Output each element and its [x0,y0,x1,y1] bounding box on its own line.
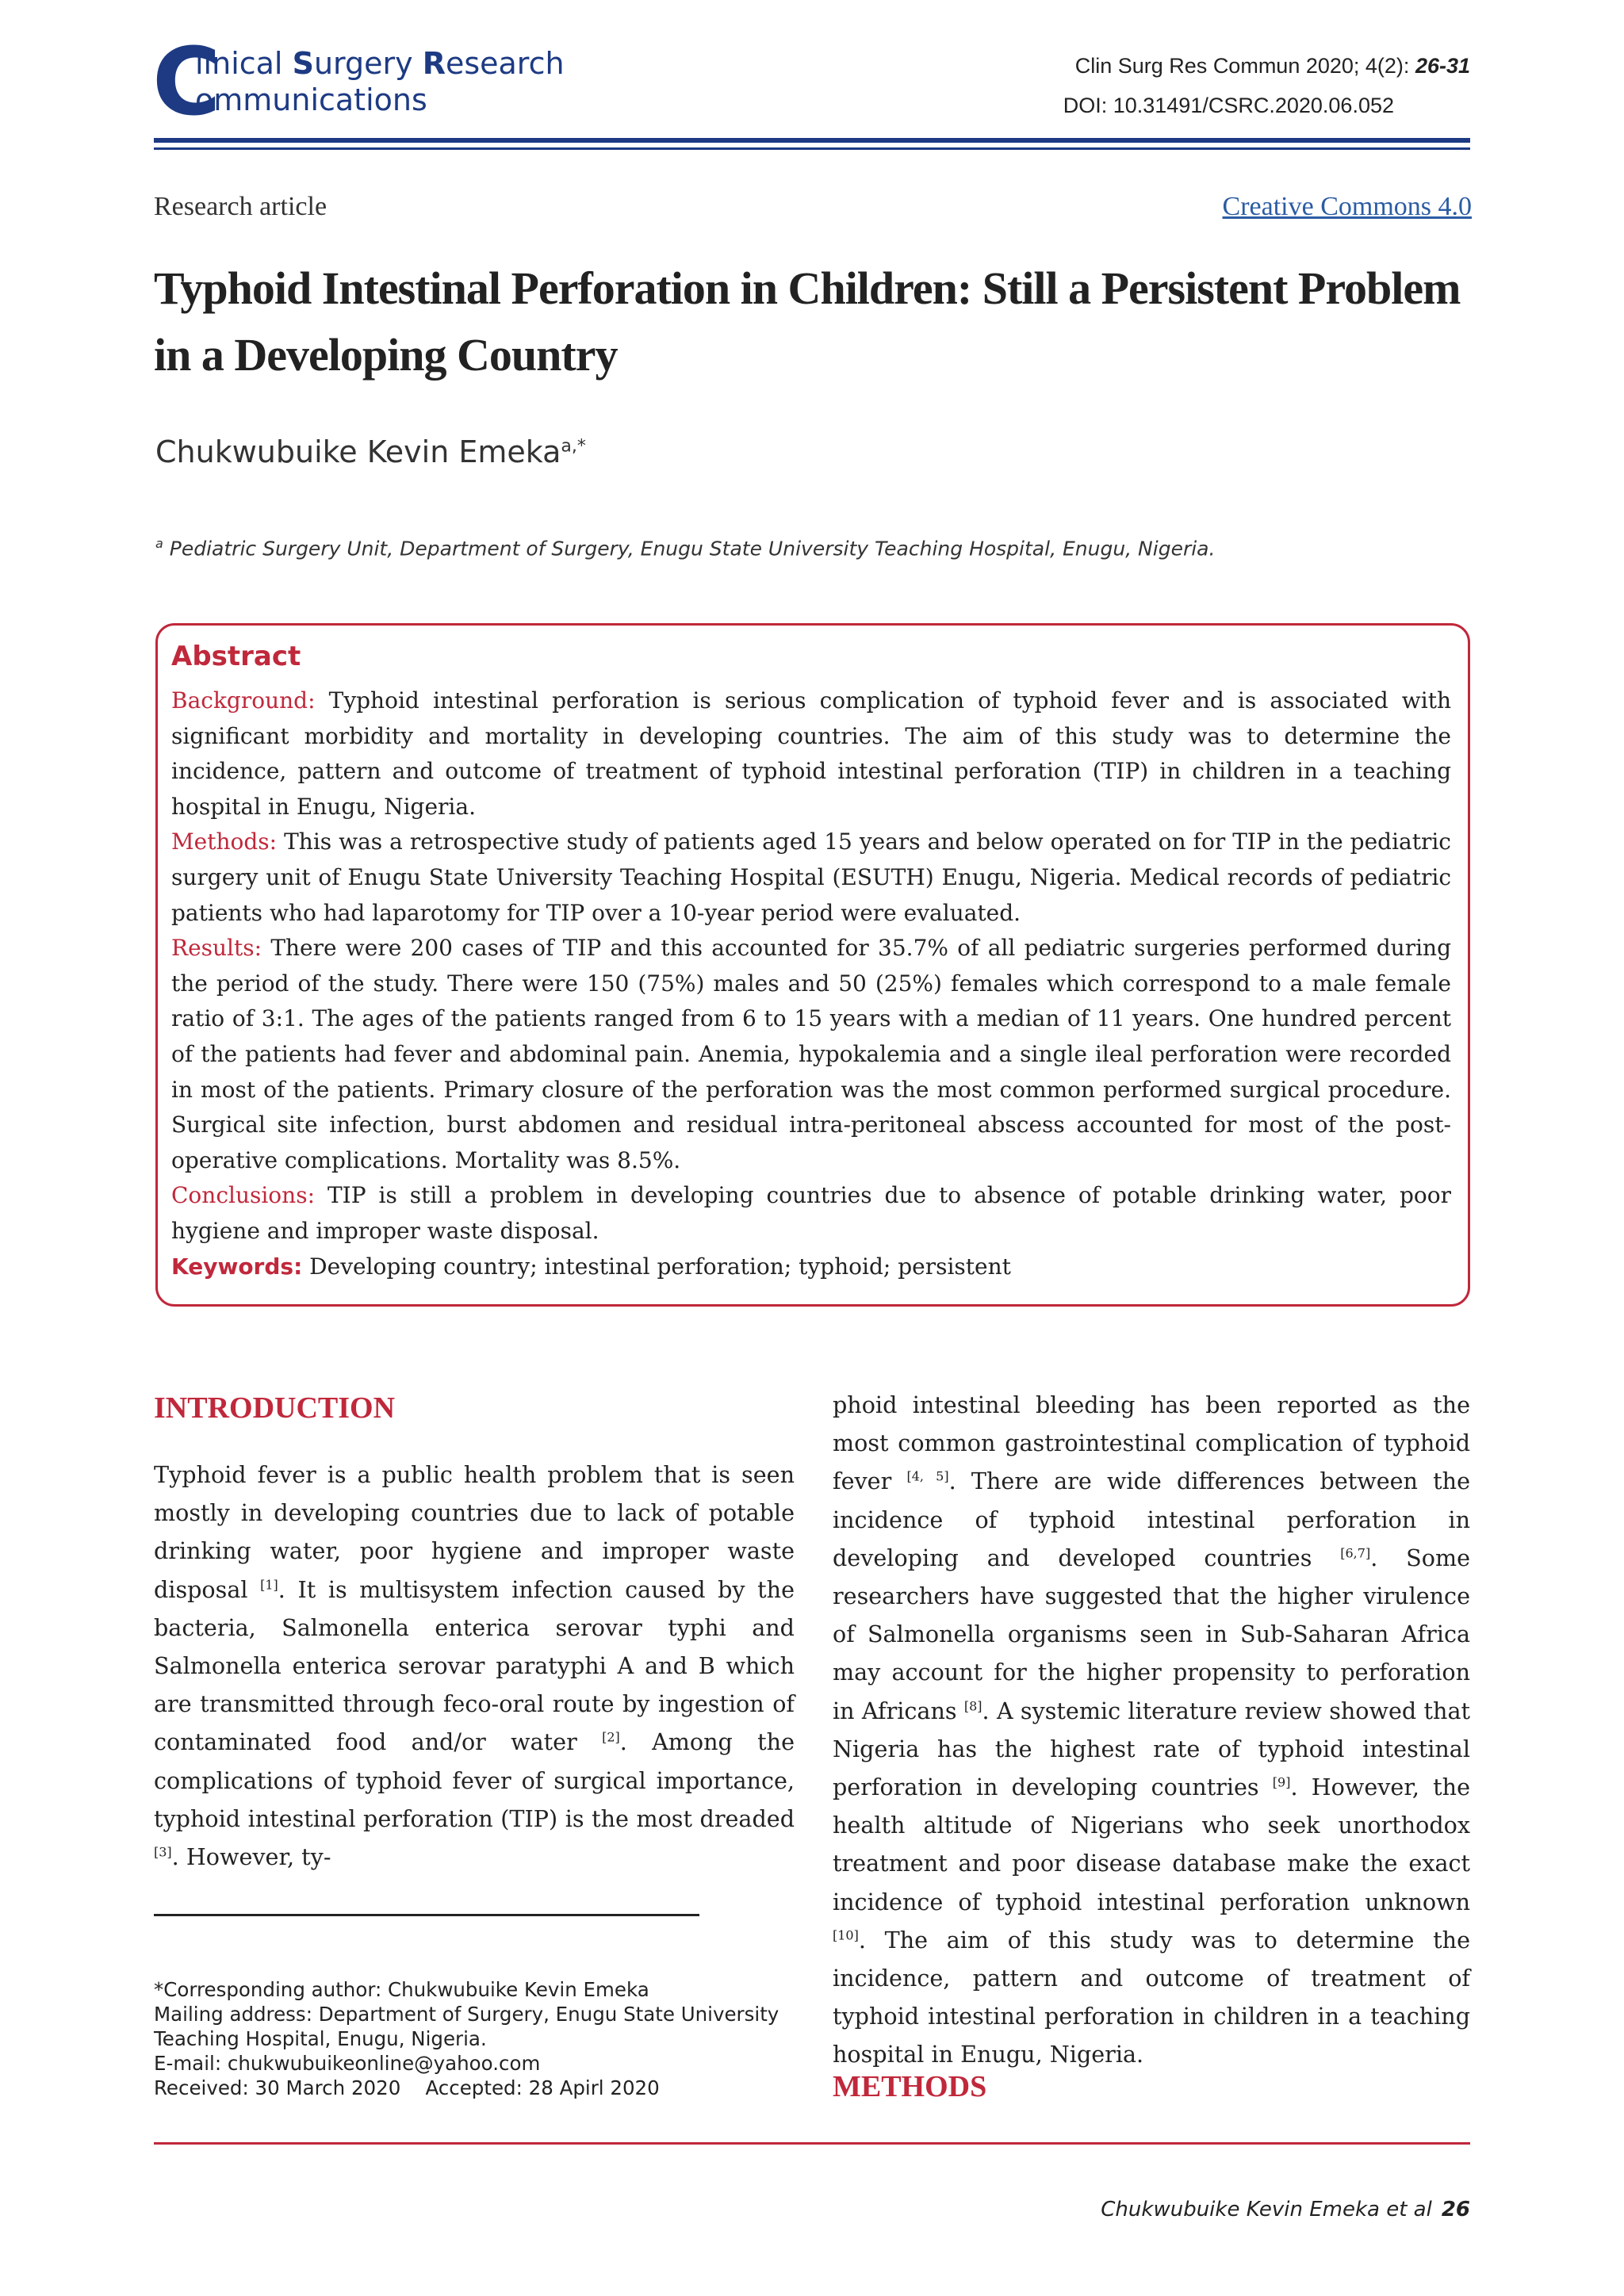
abstract-keywords: Keywords: Developing country; intestinal perforation; typhoid; persistent [171,1253,1011,1280]
introduction-right-text: phoid intestinal bleeding has been reported as the most common gastrointestinal complication of typhoid fever [4, 5]. There are wide differences between the incidence of typhoid intestinal perforation in developing and developed countries [6,7]. Some researchers have suggested that the higher virulence of Salmonella organisms seen in Sub-Saharan Africa may account for the higher propensity to perforation in Africans [8]. A systemic literature review showed that Nigeria has the highest rate of typhoid intestinal perforation in developing countries [9]. However, the health altitude of Nigerians who seek unorthodox treatment and poor disease database make the exact incidence of typhoid intestinal perforation unknown [10]. The aim of this study was to determine the incidence, pattern and outcome of treatment of typhoid intestinal perforation in children in a teaching hospital in Enugu, Nigeria. [833,1391,1471,2068]
methods-heading: METHODS [833,2070,987,2103]
abstract-background: Background: Typhoid intestinal perforation is serious complication of typhoid fever and is associated with significant morbidity and mortality in developing countries. The aim of this study was to determine the incidence, pattern and outcome of treatment of typhoid intestinal perforation (TIP) in children in a teaching hospital in Enugu, Nigeria. [171,687,1451,820]
logo-line-2: ommunications [195,82,427,117]
introduction-heading: INTRODUCTION [154,1391,396,1425]
logo-initial: C [152,27,221,136]
footer-rule [154,2142,1470,2145]
article-title: Typhoid Intestinal Perforation in Children: Still a Persistent Problem in a Developing Country [154,262,1461,381]
article-type: Research article [154,192,327,221]
abstract-heading: Abstract [171,641,301,672]
journal-logo [152,27,596,136]
logo-line-1: linical Surgery Research [195,46,565,81]
journal-citation: Clin Surg Res Commun 2020; 4(2): 26-31 [1074,54,1470,78]
page-range: 26-31 [1415,54,1470,78]
corresponding-author-note: *Corresponding author: Chukwubuike Kevin Emeka Mailing address: Department of Surgery, Enugu State University Teaching Hospital, Enugu, Nigeria. E-mail: chukwubuikeonline@yahoo.com Received: 30 March 2020 Accepted: 28 Apirl 2020 [154,1978,779,2099]
page-number: 26 [1441,2198,1470,2221]
affiliation: $^a$ Pediatric Surgery Unit, Department of Surgery, Enugu State University Teaching Hospital, Enugu, Nigeria. [155,536,1216,561]
abstract-body [171,683,1451,1284]
header-rule-thin [154,147,1470,150]
introduction-left-text: Typhoid fever is a public health problem that is seen mostly in developing countries due to lack of potable drinking water, poor hygiene and improper waste disposal [1]. It is multisystem infection caused by the bacteria, Salmonella enterica serovar typhi and Salmonella enterica serovar paratyphi A and B which are transmitted through feco-oral route by ingestion of contaminated food and/or water [2]. Among the complications of typhoid fever of surgical importance, typhoid intestinal perforation (TIP) is the most dreaded [3]. However, ty- [154,1461,795,1871]
abstract-results: Results: There were 200 cases of TIP and this accounted for 35.7% of all pediatric surgeries performed during the period of the study. There were 150 (75%) males and 50 (25%) females which correspond to a male female ratio of 3:1. The ages of the patients ranged from 6 to 15 years with a median of 11 years. One hundred percent of the patients had fever and abdominal pain. Anemia, hypokalemia and a single ileal perforation were recorded in most of the patients. Primary closure of the perforation was the most common performed surgical procedure. Surgical site infection, burst abdomen and residual intra-peritoneal abscess accounted for most of the post-operative complications. Mortality was 8.5%. [171,935,1451,1173]
abstract-conclusions: Conclusions: TIP is still a problem in developing countries due to absence of potable drinking water, poor hygiene and improper waste disposal. [171,1182,1451,1244]
page-footer: Chukwubuike Kevin Emeka et al 26 [1101,2198,1470,2221]
header-rule [154,138,1470,143]
author: Chukwubuike Kevin Emeka$^{a,*}$ [155,434,586,469]
abstract-methods: Methods: This was a retrospective study of patients aged 15 years and below operated on for TIP in the pediatric surgery unit of Enugu State University Teaching Hospital (ESUTH) Enugu, Nigeria. Medical records of pediatric patients who had laparotomy for TIP over a 10-year period were evaluated. [171,828,1451,926]
footnote-rule [154,1914,699,1916]
license-link[interactable]: Creative Commons 4.0 [1222,192,1472,221]
doi: DOI: 10.31491/CSRC.2020.06.052 [1063,94,1394,117]
